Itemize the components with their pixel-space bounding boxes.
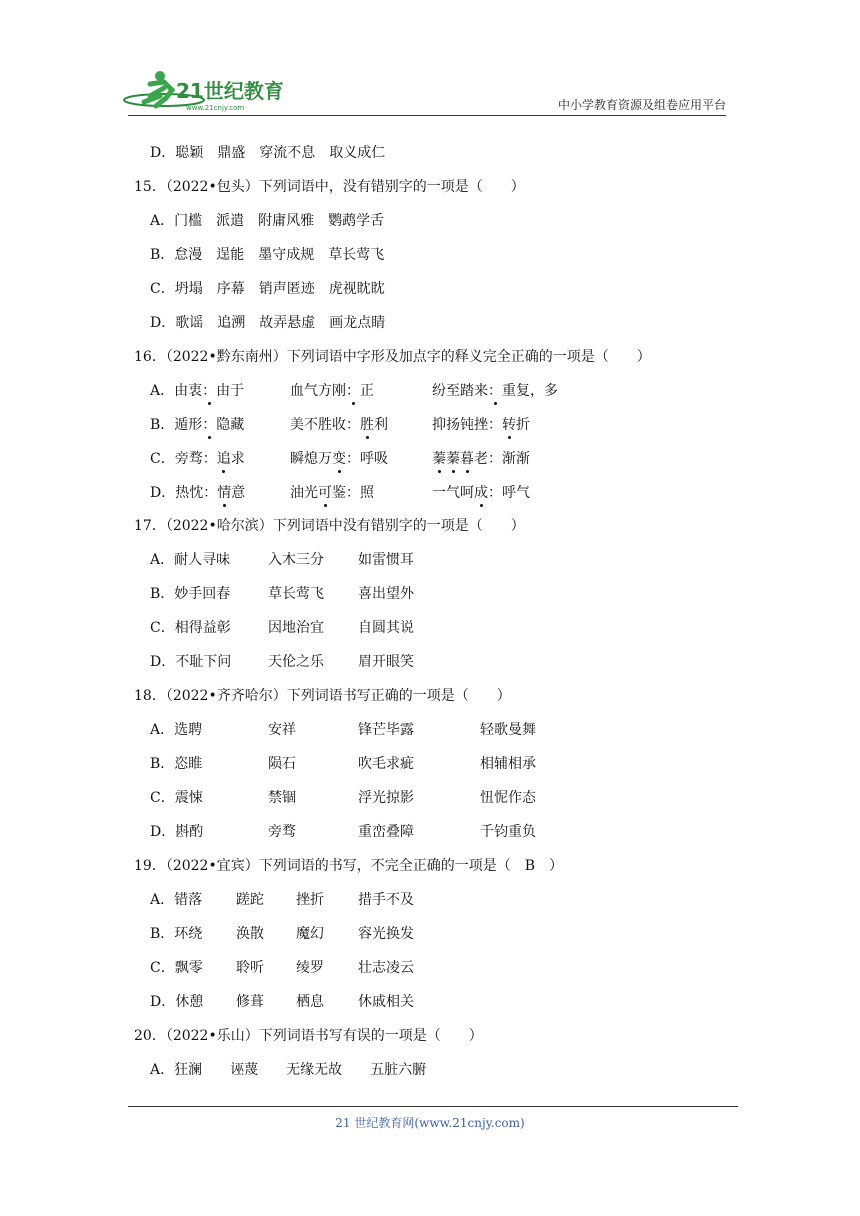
footer-text: 21 世纪教育网(www.21cnjy.com) [335, 1116, 525, 1130]
question-stem: 20．（2022•乐山）下列词语书写有误的一项是（ ） [134, 1028, 483, 1044]
answer-option: A．狂澜 诬蔑 无缘无故 五脏六腑 [150, 1062, 427, 1078]
option-term: 血气方刚：正 [290, 383, 374, 399]
option-term: A．错落 [150, 892, 203, 908]
option-term: 旁骛 [268, 824, 296, 840]
logo-text: 21世纪教育 [176, 79, 284, 103]
option-term: C．震悚 [150, 790, 203, 806]
option-term: 聆听 [236, 960, 264, 976]
logo [120, 66, 290, 116]
option-term: 相辅相承 [480, 756, 536, 772]
page-header [120, 66, 726, 116]
option-term: 入木三分 [268, 552, 324, 568]
option-term: B．恣睢 [150, 756, 203, 772]
option-term: 蓁蓁暮老：渐渐 [432, 451, 530, 467]
answer-option: A．门槛 派遣 附庸风雅 鹦鹉学舌 [150, 213, 385, 229]
option-term: D．热忱：情意 [150, 485, 246, 501]
option-term: 自圆其说 [358, 620, 414, 636]
option-term: 美不胜收：胜利 [290, 417, 388, 433]
question-stem: 16．（2022•黔东南州）下列词语中字形及加点字的释义完全正确的一项是（ ） [134, 349, 651, 365]
option-term: 重峦叠障 [358, 824, 414, 840]
option-term: 喜出望外 [358, 586, 414, 602]
option-term: 天伦之乐 [268, 654, 324, 670]
option-term: 绫罗 [296, 960, 324, 976]
option-term: 忸怩作态 [480, 790, 536, 806]
option-term: 浮光掠影 [358, 790, 414, 806]
option-term: 措手不及 [358, 892, 414, 908]
answer-option: B．怠漫 逞能 墨守成规 草长莺飞 [150, 247, 385, 263]
platform-name: 中小学教育资源及组卷应用平台 [557, 98, 726, 112]
question-stem: 17．（2022•哈尔滨）下列词语中没有错别字的一项是（ ） [134, 518, 525, 534]
option-term: A．耐人寻味 [150, 552, 231, 568]
option-term: 轻歌曼舞 [480, 722, 536, 738]
header-divider [128, 115, 726, 116]
logo-subtext: www.21cnjy.com [186, 104, 245, 112]
option-term: C．旁骛：追求 [150, 451, 245, 467]
option-term: C．相得益彰 [150, 620, 231, 636]
option-term: 禁锢 [268, 790, 296, 806]
option-term: 油光可鉴：照 [290, 485, 374, 501]
option-term: A．选聘 [150, 722, 203, 738]
answer-option: D．聪颖 鼎盛 穿流不息 取义成仁 [150, 145, 386, 161]
option-term: 栖息 [296, 994, 324, 1010]
option-term: 休戚相关 [358, 994, 414, 1010]
answer-option: D．歌谣 追溯 故弄悬虚 画龙点睛 [150, 315, 386, 331]
option-term: 安祥 [268, 722, 296, 738]
answer-option: C．坍塌 序幕 销声匿迹 虎视眈眈 [150, 281, 385, 297]
question-stem: 19．（2022•宜宾）下列词语的书写，不完全正确的一项是（ B ） [134, 858, 563, 874]
option-term: 如雷惯耳 [358, 552, 414, 568]
option-term: 魔幻 [296, 926, 324, 942]
option-term: 纷至踏来：重复，多 [432, 383, 558, 399]
option-term: 挫折 [296, 892, 324, 908]
option-term: D．休憩 [150, 994, 204, 1010]
option-term: 修葺 [236, 994, 264, 1010]
option-term: D．斟酌 [150, 824, 204, 840]
option-term: 吹毛求疵 [358, 756, 414, 772]
option-term: 容光换发 [358, 926, 414, 942]
option-term: 一气呵成：呼气 [432, 485, 530, 501]
option-term: 蹉跎 [236, 892, 264, 908]
option-term: 草长莺飞 [268, 586, 324, 602]
option-term: 壮志凌云 [358, 960, 414, 976]
footer-divider [128, 1106, 738, 1107]
option-term: D．不耻下问 [150, 654, 232, 670]
option-term: 因地治宜 [268, 620, 324, 636]
option-term: C．飘零 [150, 960, 203, 976]
option-term: 陨石 [268, 756, 296, 772]
option-term: B．环绕 [150, 926, 203, 942]
option-term: B．遁形：隐藏 [150, 417, 245, 433]
option-term: B．妙手回春 [150, 586, 231, 602]
option-term: 锋芒毕露 [358, 722, 414, 738]
option-term: 抑扬钝挫：转折 [432, 417, 530, 433]
option-term: 涣散 [236, 926, 264, 942]
option-term: 千钧重负 [480, 824, 536, 840]
option-term: 眉开眼笑 [358, 654, 414, 670]
option-term: A．由衷：由于 [150, 383, 245, 399]
question-stem: 15．（2022•包头）下列词语中，没有错别字的一项是（ ） [134, 179, 525, 195]
option-term: 瞬熄万变：呼吸 [290, 451, 388, 467]
question-stem: 18．（2022•齐齐哈尔）下列词语书写正确的一项是（ ） [134, 688, 511, 704]
